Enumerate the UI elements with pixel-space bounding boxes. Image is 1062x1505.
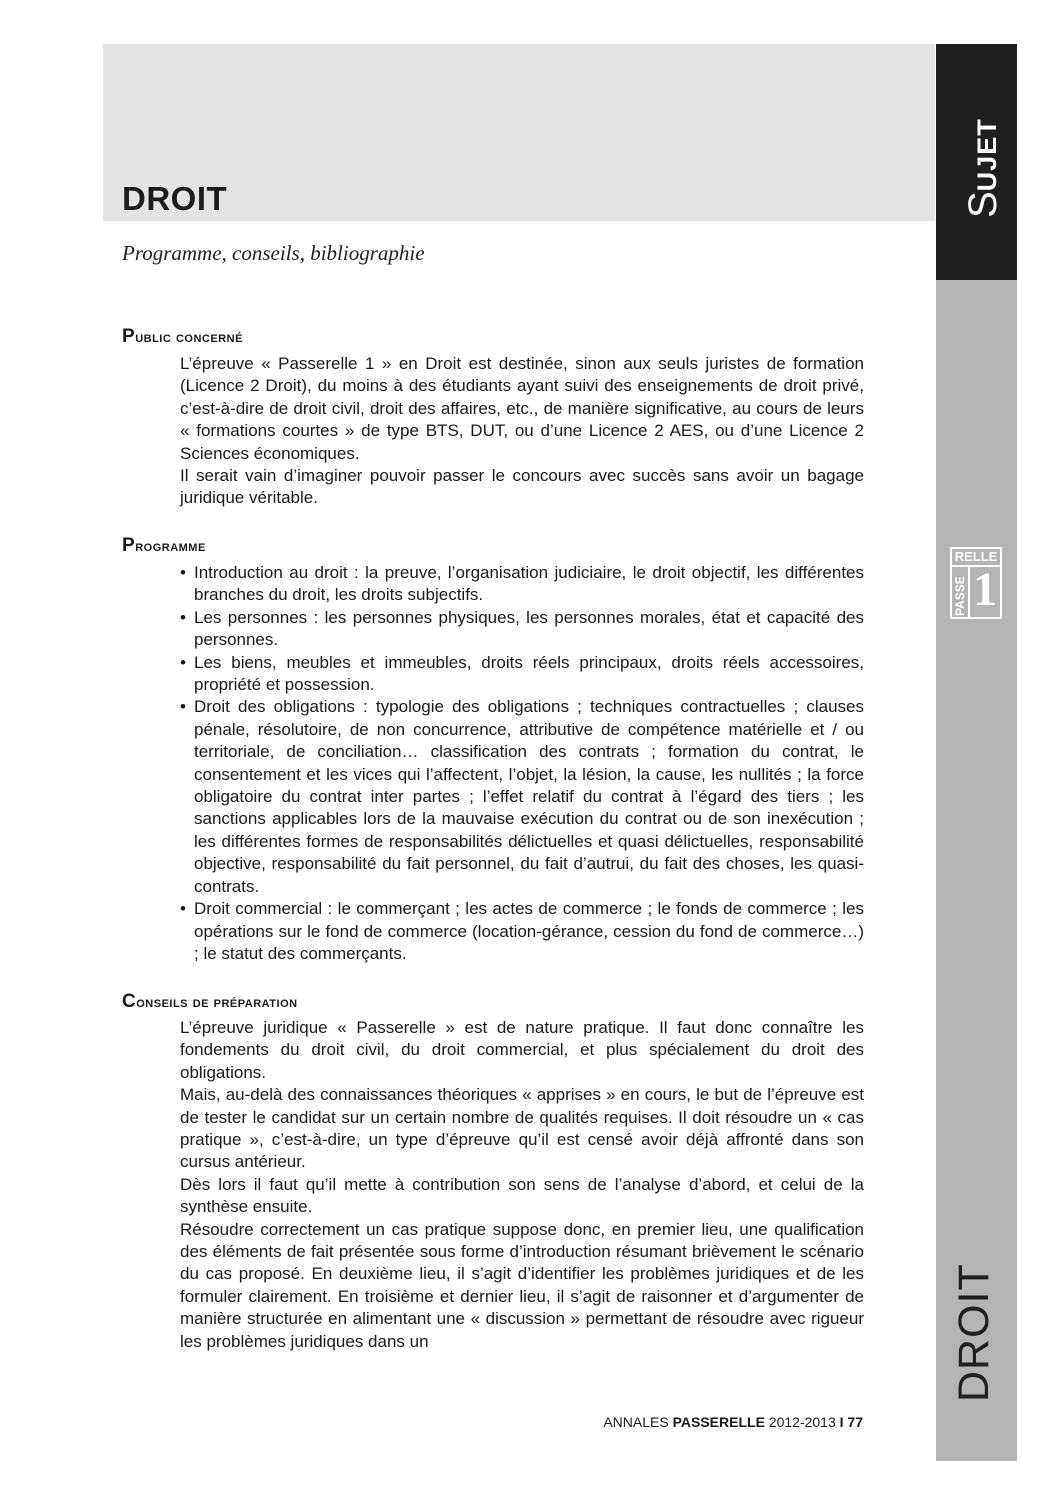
sujet-label-rest: UJET [972, 118, 1002, 192]
list-item: • Droit commercial : le commerçant ; les actes de commerce ; le fonds de commerce ; les opérations sur le fond de commerce (location-gérance, cession du fond de commerce…) ; le statut des commerçants. [180, 898, 864, 965]
footer-brand: PASSERELLE [672, 1414, 765, 1430]
paragraph: Résoudre correctement un cas pratique suppose donc, en premier lieu, une qualification des éléments de fait présentée sous forme d’introduction résumant brièvement le scénario du cas proposé. En deuxième lieu, il s’agit d’identifier les problèmes juridiques et de les formuler clairement. En troisième et dernier lieu, il s’agit de raisonner et d’argumenter de manière structurée en alimentant une « discussion » permettant de résoudre avec rigueur les problèmes juridiques dans un [180, 1219, 864, 1351]
sujet-label-initial: S [961, 191, 1005, 218]
logo-side-text: PASSE [953, 576, 967, 616]
section-heading-programme: Programme [122, 535, 206, 556]
programme-list [180, 562, 864, 965]
logo-number: 1 [973, 563, 997, 616]
section-heading-public: Public concerné [122, 326, 243, 347]
sujet-tab-label [961, 118, 1006, 218]
passerelle-logo [950, 547, 1002, 619]
logo-side-box [952, 567, 970, 617]
section-public-body [180, 353, 864, 510]
list-item: • Les personnes : les personnes physiques, les personnes morales, état et capacité des personnes. [180, 607, 864, 652]
paragraph: L’épreuve « Passerelle 1 » en Droit est destinée, sinon aux seuls juristes de formation (Licence 2 Droit), du moins à des étudiants ayant suivi des enseignements de droit privé, c’est-à-dire de droit civil, droit des affaires, etc., de manière significative, au cours de leurs « formations courtes » de type BTS, DUT, ou d’une Licence 2 AES, ou d’une Licence 2 Sciences économiques. [180, 354, 864, 463]
logo-top-text: RELLE [952, 549, 1000, 567]
section-heading-conseils: Conseils de préparation [122, 991, 298, 1012]
section-conseils-body [180, 1017, 864, 1353]
footer-separator: I [839, 1414, 844, 1430]
page-number: 77 [847, 1414, 863, 1430]
footer-years: 2012-2013 [768, 1414, 836, 1430]
list-item: • Les biens, meubles et immeubles, droits réels principaux, droits réels accessoires, propriété et possession. [180, 652, 864, 697]
title-band [103, 44, 935, 221]
footer-prefix: ANNALES [603, 1414, 669, 1430]
list-item: • Droit des obligations : typologie des obligations ; techniques contractuelles ; clauses pénale, résolutoire, de non concurrence, attributive de compétence matérielle et / ou territoriale, de conciliation… classification des contrats ; formation du contrat, le consentement et les vices qui l’affectent, l’objet, la lésion, la cause, les nullités ; la force obligatoire du contrat inter partes ; l’effet relatif du contrat à l’égard des tiers ; les sanctions applicables lors de la mauvaise exécution du contrat ou de son inexécution ; les différentes formes de responsabilités délictuelles et quasi délictuelles, responsabilité objective, responsabilité du fait personnel, du fait d’autrui, du fait des choses, les quasi-contrats. [180, 696, 864, 898]
page-subtitle: Programme, conseils, bibliographie [122, 241, 425, 265]
list-item: • Introduction au droit : la preuve, l’organisation judiciaire, le droit objectif, les différentes branches du droit, les droits subjectifs. [180, 562, 864, 607]
page-footer [603, 1414, 863, 1430]
paragraph: L’épreuve juridique « Passerelle » est de nature pratique. Il faut donc connaître les fondements du droit civil, du droit commercial, et plus spécialement du droit des obligations. [180, 1018, 864, 1082]
page-title: DROIT [122, 180, 228, 217]
paragraph: Il serait vain d’imaginer pouvoir passer le concours avec succès sans avoir un bagage juridique véritable. [180, 466, 864, 508]
subject-side-label: DROIT [950, 1263, 998, 1402]
paragraph: Dès lors il faut qu’il mette à contribution son sens de l’analyse d’abord, et celui de la synthèse ensuite. [180, 1174, 864, 1217]
section-programme-body [180, 562, 864, 965]
paragraph: Mais, au-delà des connaissances théoriques « apprises » en cours, le but de l’épreuve est de tester le candidat sur un certain nombre de qualités requises. Il doit résoudre un « cas pratique », c’est-à-dire, un type d’épreuve qu’il est censé avoir déjà affronté dans son cursus antérieur. [180, 1085, 864, 1172]
